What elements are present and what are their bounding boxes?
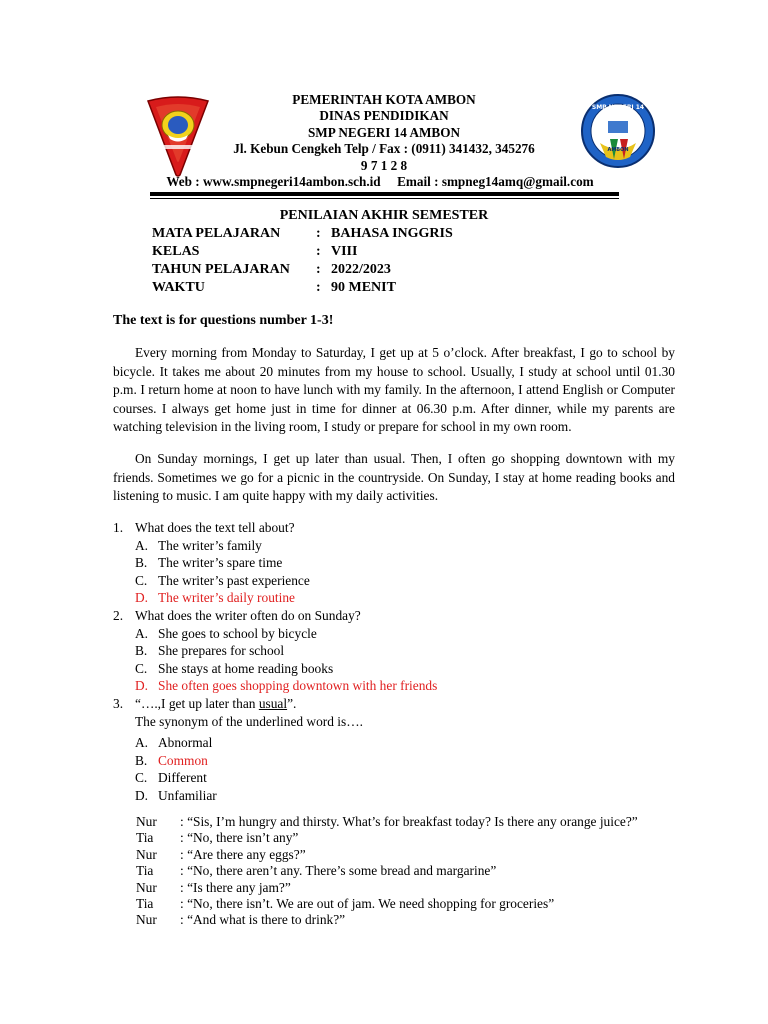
utterance: : “No, there aren’t any. There’s some bread and margarine” (180, 863, 497, 879)
utterance: : “Sis, I’m hungry and thirsty. What’s for breakfast today? Is there any orange juice?” (180, 814, 638, 829)
answer-option-highlighted (113, 752, 673, 770)
info-value: BAHASA INGGRIS (331, 226, 453, 241)
underlined-word: usual (258, 696, 288, 711)
option-letter: A. (135, 537, 149, 553)
info-value: 90 MENIT (331, 280, 396, 295)
speaker: Nur (136, 912, 157, 928)
speaker: Nur (136, 846, 157, 862)
option-text: Unfamiliar (158, 787, 217, 803)
option-text: The writer’s family (158, 537, 262, 553)
utterance: : “No, there isn’t any” (180, 830, 299, 846)
info-value: VIII (331, 244, 358, 259)
school-logo-subtext: AMBON (607, 147, 629, 153)
question-subline: The synonym of the underlined word is…. (135, 713, 363, 729)
letterhead-divider-thick (150, 192, 619, 196)
answer-option (113, 625, 673, 643)
info-value: 2022/2023 (331, 262, 391, 277)
option-letter: C. (135, 572, 148, 588)
exam-info-row (152, 261, 453, 279)
utterance: : “Is there any jam?” (180, 879, 291, 895)
info-label: MATA PELAJARAN (152, 226, 281, 241)
speaker: Nur (136, 879, 157, 895)
dialogue-line (136, 863, 638, 879)
info-label: WAKTU (152, 280, 205, 295)
option-text: The writer’s past experience (158, 572, 310, 588)
answer-option (113, 769, 673, 787)
info-label: KELAS (152, 244, 200, 259)
school-logo-text: SMP NEGERI 14 (591, 104, 645, 111)
info-colon: : (316, 262, 321, 277)
question-stem (113, 519, 673, 537)
dialogue-line (136, 814, 638, 830)
option-text: She stays at home reading books (158, 660, 334, 676)
answer-option (113, 554, 673, 572)
question-text-before: “….,I get up later than (135, 696, 259, 711)
speaker: Tia (136, 863, 154, 879)
exam-info-row (152, 243, 453, 261)
answer-option (113, 660, 673, 678)
answer-option (113, 734, 673, 752)
letterhead-department: DINAS PENDIDIKAN (319, 108, 449, 124)
section-heading: The text is for questions number 1-3! (113, 313, 334, 328)
dialogue-line (136, 880, 638, 896)
answer-option (113, 787, 673, 805)
option-letter: D. (135, 787, 149, 803)
answer-option (113, 642, 673, 660)
answer-option (113, 537, 673, 555)
option-letter: A. (135, 735, 149, 751)
letterhead-divider-thin (150, 198, 619, 199)
speaker: Nur (136, 814, 157, 829)
option-letter: C. (135, 770, 148, 786)
letterhead-postal-code: 9 7 1 2 8 (360, 157, 408, 173)
info-colon: : (316, 226, 321, 241)
utterance: : “And what is there to drink?” (180, 912, 346, 928)
option-letter: D. (135, 590, 149, 606)
option-letter: D. (135, 678, 149, 694)
question-stem (113, 695, 673, 713)
exam-info-row (152, 225, 453, 243)
question-stem (113, 607, 673, 625)
answer-option-highlighted (113, 589, 673, 607)
option-text: Common (158, 752, 208, 768)
letterhead-government: PEMERINTAH KOTA AMBON (292, 92, 476, 107)
exam-title: PENILAIAN AKHIR SEMESTER (279, 208, 489, 223)
question-text: What does the text tell about? (135, 520, 295, 535)
dialogue (136, 814, 638, 929)
info-label: TAHUN PELAJARAN (152, 262, 290, 277)
option-text: The writer’s spare time (158, 555, 283, 571)
utterance: : “Are there any eggs?” (180, 846, 306, 862)
reading-paragraph-2: On Sunday mornings, I get up later than usual. Then, I often go shopping downtown with my friends. Sometimes we go for a picnic in the countryside. On Sunday, I stay at home reading books and listening to music. I am quite happy with my daily activities. (113, 451, 675, 504)
dialogue-line (136, 896, 638, 912)
letterhead-web-email: Web : www.smpnegeri14ambon.sch.id Email : smpneg14amq@gmail.com (166, 174, 594, 190)
answer-options (113, 734, 673, 804)
option-text: The writer’s daily routine (158, 590, 295, 606)
utterance: : “No, there isn’t. We are out of jam. We need shopping for groceries” (180, 896, 555, 912)
info-colon: : (316, 244, 321, 259)
letterhead-school-name: SMP NEGERI 14 AMBON (307, 124, 461, 140)
question-1 (113, 519, 673, 607)
option-text: Different (158, 770, 207, 786)
option-letter: B. (135, 752, 148, 768)
option-letter: C. (135, 660, 148, 676)
question-text (135, 695, 296, 713)
reading-paragraph-1: Every morning from Monday to Saturday, I get up at 5 o’clock. After breakfast, I go to school by bicycle. It takes me about 20 minutes from my house to school. Usually, I study at school until 01.30 p.m. I return home at noon to have lunch with my family. In the afternoon, I attend English or Computer courses. I always get home just in time for dinner at 06.30 p.m. After dinner, while my parents are watching television in the living room, I study or prepare for school in my own room. (113, 345, 675, 435)
answer-option-highlighted (113, 677, 673, 695)
dialogue-line (136, 912, 638, 928)
dialogue-line (136, 847, 638, 863)
option-text: She prepares for school (158, 643, 285, 659)
question-3 (113, 695, 673, 805)
exam-info-row (152, 279, 453, 297)
option-text: Abnormal (158, 735, 213, 751)
speaker: Tia (136, 896, 154, 912)
speaker: Tia (136, 830, 154, 846)
question-number: 3. (113, 696, 124, 711)
option-letter: B. (135, 555, 148, 571)
dialogue-line (136, 830, 638, 846)
question-text: What does the writer often do on Sunday? (135, 608, 361, 623)
option-text: She often goes shopping downtown with her friends (158, 678, 438, 694)
question-number: 1. (113, 520, 124, 535)
info-colon: : (316, 280, 321, 295)
exam-info-table (152, 225, 453, 297)
question-2 (113, 607, 673, 695)
option-letter: A. (135, 625, 149, 641)
option-text: She goes to school by bicycle (158, 625, 317, 641)
letterhead (150, 92, 618, 190)
option-letter: B. (135, 643, 148, 659)
question-text-after: ”. (287, 696, 297, 711)
question-number: 2. (113, 608, 124, 623)
answer-option (113, 572, 673, 590)
letterhead-address: Jl. Kebun Cengkeh Telp / Fax : (0911) 341432, 345276 (233, 141, 535, 157)
